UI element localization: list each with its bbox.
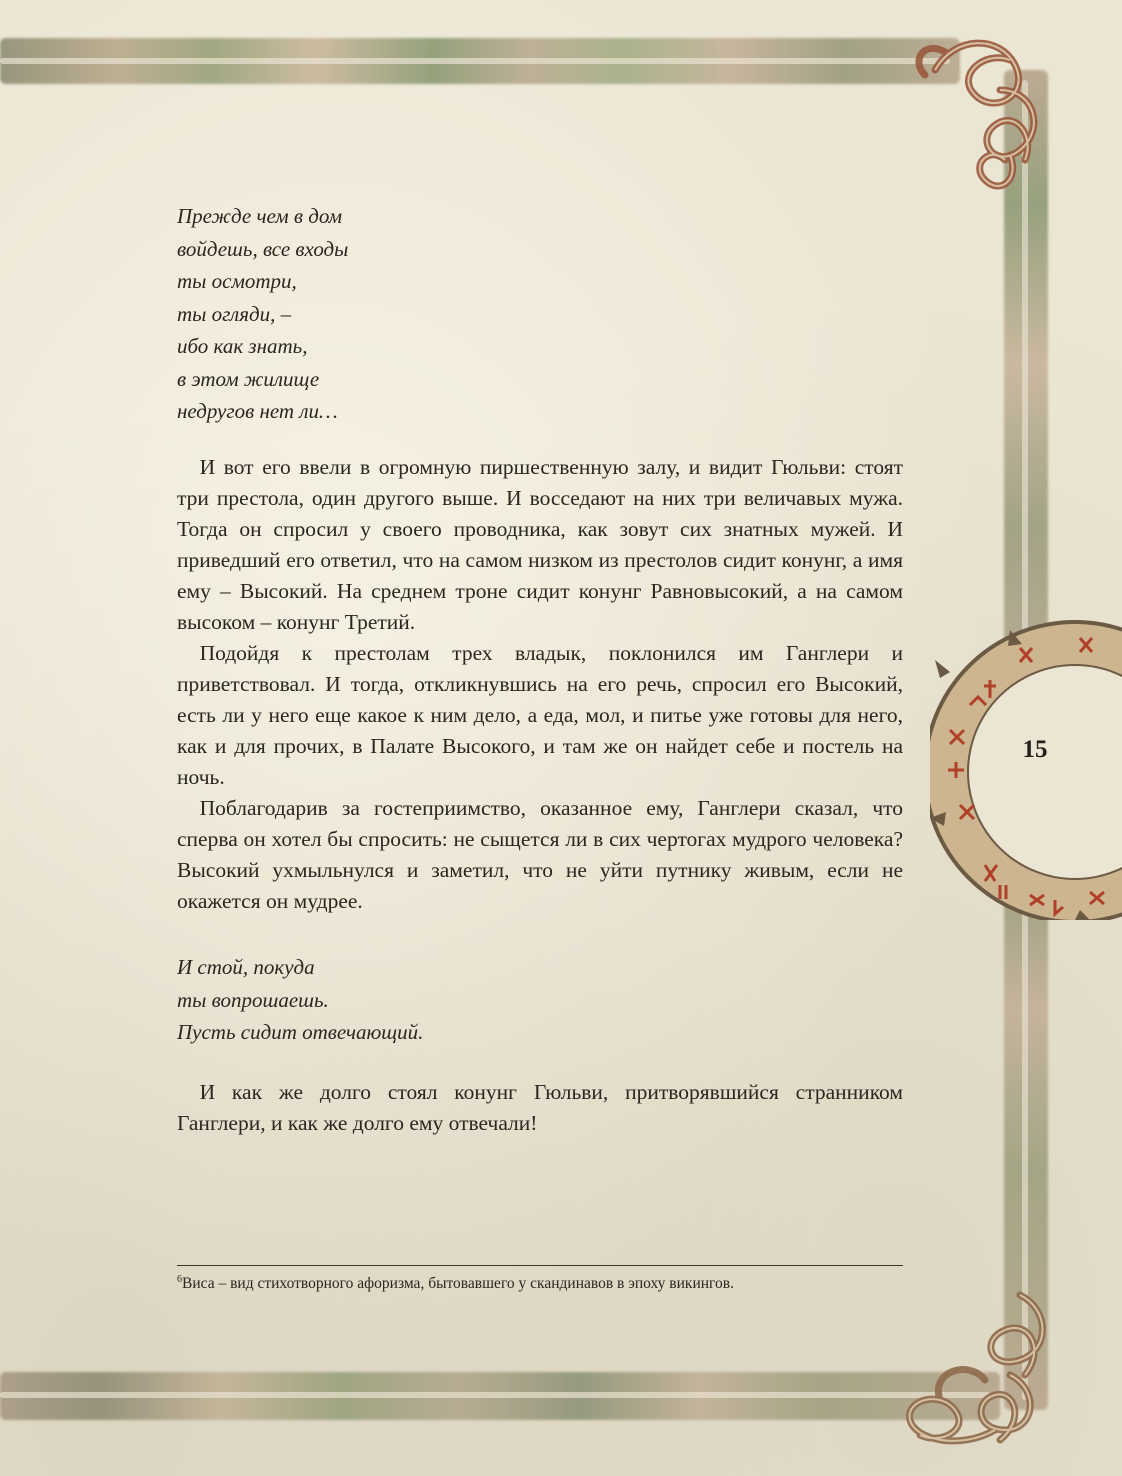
verse-line: недругов нет ли… xyxy=(177,399,338,423)
paragraph: И как же долго стоял конунг Гюльви, притворявшийся странником Ганглери, и как же долго ему отвечали! xyxy=(177,1080,903,1135)
paragraph: Подойдя к престолам трех владык, поклонился им Ганглери и приветствовал. И тогда, откликнувшись на его речь, спросил его Высокий, есть ли у него еще какое к ним дело, а еда, мол, и питье уже готовы для него, как и для прочих, в Палате Высокого, и там же он найдет себе и постель на ночь. xyxy=(177,641,903,789)
prose-paragraphs xyxy=(177,452,903,917)
verse-line: в этом жилище xyxy=(177,366,320,391)
paragraph: И вот его ввели в огромную пиршественную залу, и видит Гюльви: стоят три престола, один другого выше. И восседают на них три величавых мужа. Тогда он спросил у своего проводника, как зовут сих знатных мужей. И приведший его ответил, что на самом низком из престолов сидит конунг, а имя ему – Высокий. На среднем троне сидит конунг Равновысокий, а на самом высоком – конунг Третий. xyxy=(177,455,903,634)
footnote-marker: 6 xyxy=(177,1274,182,1285)
verse-block-2 xyxy=(177,951,903,1049)
verse-line: ты вопрошаешь. xyxy=(177,987,329,1012)
verse-block-1 xyxy=(177,200,903,428)
footnote xyxy=(177,1274,734,1293)
verse-line: ты огляди, – xyxy=(177,301,292,326)
verse-line: Пусть сидит отвечающий. xyxy=(177,1020,424,1044)
verse-line: ибо как знать, xyxy=(177,334,308,358)
page-number: 15 xyxy=(1022,736,1048,763)
celtic-knot-icon xyxy=(905,30,1055,200)
frame-bottom-highlight xyxy=(0,1392,990,1398)
verse-line: ты осмотри, xyxy=(177,269,297,293)
rune-wheel-icon xyxy=(930,620,1122,920)
footnote-rule xyxy=(177,1265,903,1266)
frame-top-highlight xyxy=(0,58,950,64)
celtic-knot-icon xyxy=(900,1280,1070,1455)
footnote-text: Виса – вид стихотворного афоризма, бытовавшего у скандинавов в эпоху викингов. xyxy=(182,1275,734,1293)
verse-line: И стой, покуда xyxy=(177,955,315,979)
prose-block-2 xyxy=(177,1077,903,1139)
verse-line: войдешь, все входы xyxy=(177,236,349,261)
paragraph: Поблагодарив за гостеприимство, оказанное ему, Ганглери сказал, что сперва он хотел бы спросить: не сыщется ли в сих чертогах мудрого человека? Высокий ухмыльнулся и заметил, что не уйти путнику живым, если не окажется он мудрее. xyxy=(177,796,903,913)
verse-line: Прежде чем в дом xyxy=(177,204,343,228)
